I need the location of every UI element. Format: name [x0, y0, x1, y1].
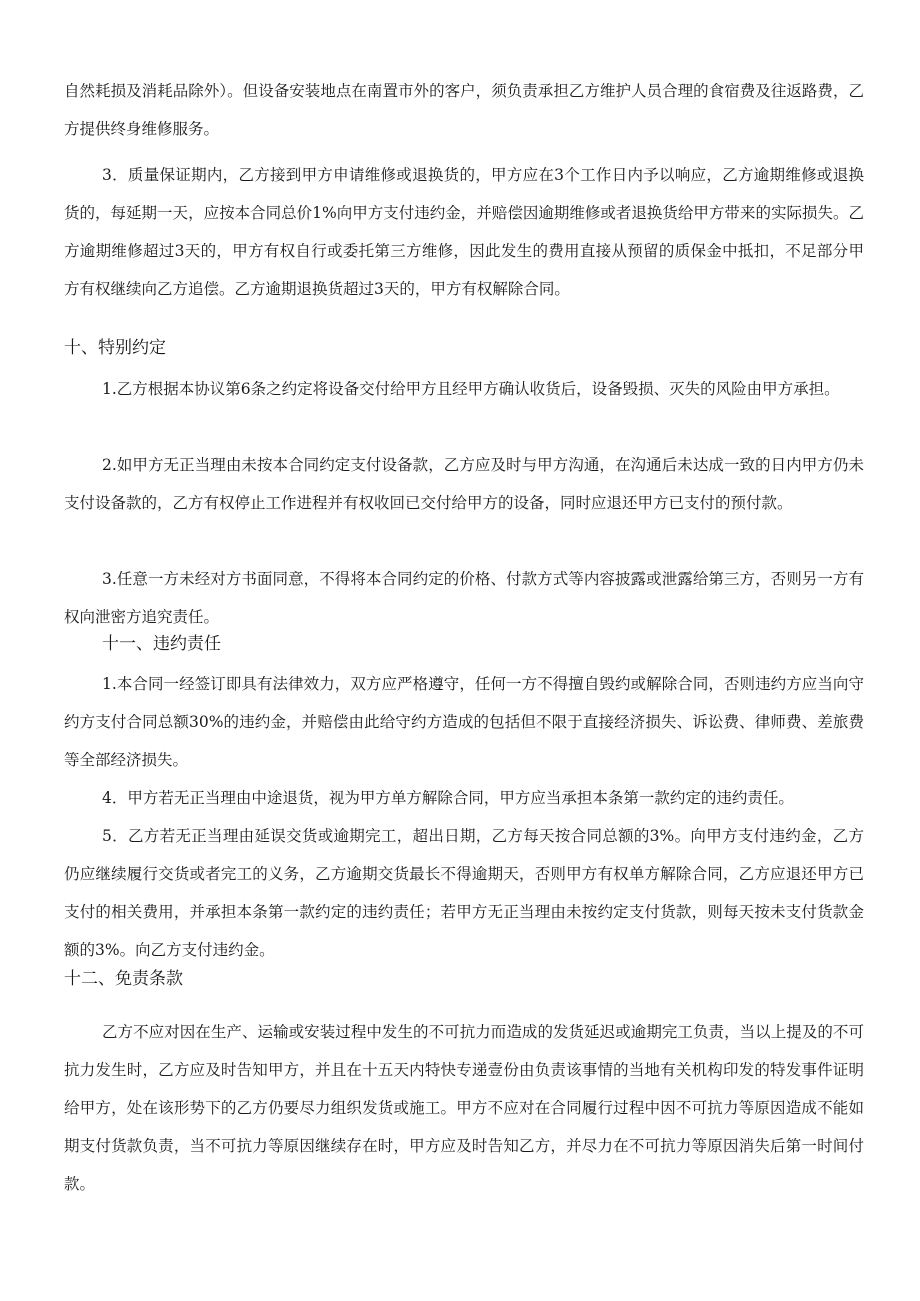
paragraph-special-2: 2.如甲方无正当理由未按本合同约定支付设备款，乙方应及时与甲方沟通，在沟通后未达成一致的日内甲方仍未支付设备款的，乙方有权停止工作进程并有权收回已交付给甲方的设备，同时应退还甲方已支付的预付款。 — [64, 456, 864, 512]
paragraph-special-1: 1.乙方根据本协议第6条之约定将设备交付给甲方且经甲方确认收货后，设备毁损、灭失的风险由甲方承担。 — [102, 380, 840, 398]
paragraph-special-3: 3.任意一方未经对方书面同意，不得将本合同约定的价格、付款方式等内容披露或泄露给第三方，否则另一方有权向泄密方追究责任。 — [64, 570, 864, 626]
paragraph-exemption: 乙方不应对因在生产、运输或安装过程中发生的不可抗力而造成的发货延迟或逾期完工负责，当以上提及的不可抗力发生时，乙方应及时告知甲方，并且在十五天内特快专递壹份由负责该事情的当地有关机构印发的特发事件证明给甲方，处在该形势下的乙方仍要尽力组织发货或施工。甲方不应对在合同履行过程中因不可抗力等原因造成不能如期支付货款负责，当不可抗力等原因继续存在时，甲方应及时告知乙方，并尽力在不可抗力等原因消失后第一时间付款。 — [64, 1023, 864, 1193]
paragraph-liability-4: 4．甲方若无正当理由中途退货，视为甲方单方解除合同，甲方应当承担本条第一款约定的违约责任。 — [102, 789, 794, 807]
paragraph-continuation: 自然耗损及消耗品除外）。但设备安装地点在南置市外的客户，须负责承担乙方维护人员合理的食宿费及往返路费，乙方提供终身维修服务。 — [64, 82, 864, 138]
paragraph-liability-1: 1.本合同一经签订即具有法律效力，双方应严格遵守，任何一方不得擅自毁约或解除合同，否则违约方应当向守约方支付合同总额30%的违约金，并赔偿由此给守约方造成的包括但不限于直接经济损失、诉讼费、律师费、差旅费等全部经济损失。 — [64, 675, 864, 769]
paragraph-liability-5: 5．乙方若无正当理由延误交货或逾期完工，超出日期，乙方每天按合同总额的3%。向甲方支付违约金，乙方仍应继续履行交货或者完工的义务，乙方逾期交货最长不得逾期天，否则甲方有权单方解除合同，乙方应退还甲方已支付的相关费用，并承担本条第一款约定的违约责任；若甲方无正当理由未按约定支付货款，则每天按未支付货款金额的3%。向乙方支付违约金。 — [64, 827, 864, 959]
section-heading-special-agreements: 十、特别约定 — [64, 338, 166, 358]
paragraph-quality-warranty: 3．质量保证期内，乙方接到甲方申请维修或退换货的，甲方应在3个工作日内予以响应，乙方逾期维修或退换货的，每延期一天，应按本合同总价1%向甲方支付违约金，并赔偿因逾期维修或者退换货给甲方带来的实际损失。乙方逾期维修超过3天的，甲方有权自行或委托第三方维修，因此发生的费用直接从预留的质保金中抵扣，不足部分甲方有权继续向乙方追偿。乙方逾期退换货超过3天的，甲方有权解除合同。 — [64, 166, 864, 298]
section-heading-liability: 十一、违约责任 — [102, 634, 221, 654]
section-heading-exemption: 十二、免责条款 — [64, 969, 183, 989]
